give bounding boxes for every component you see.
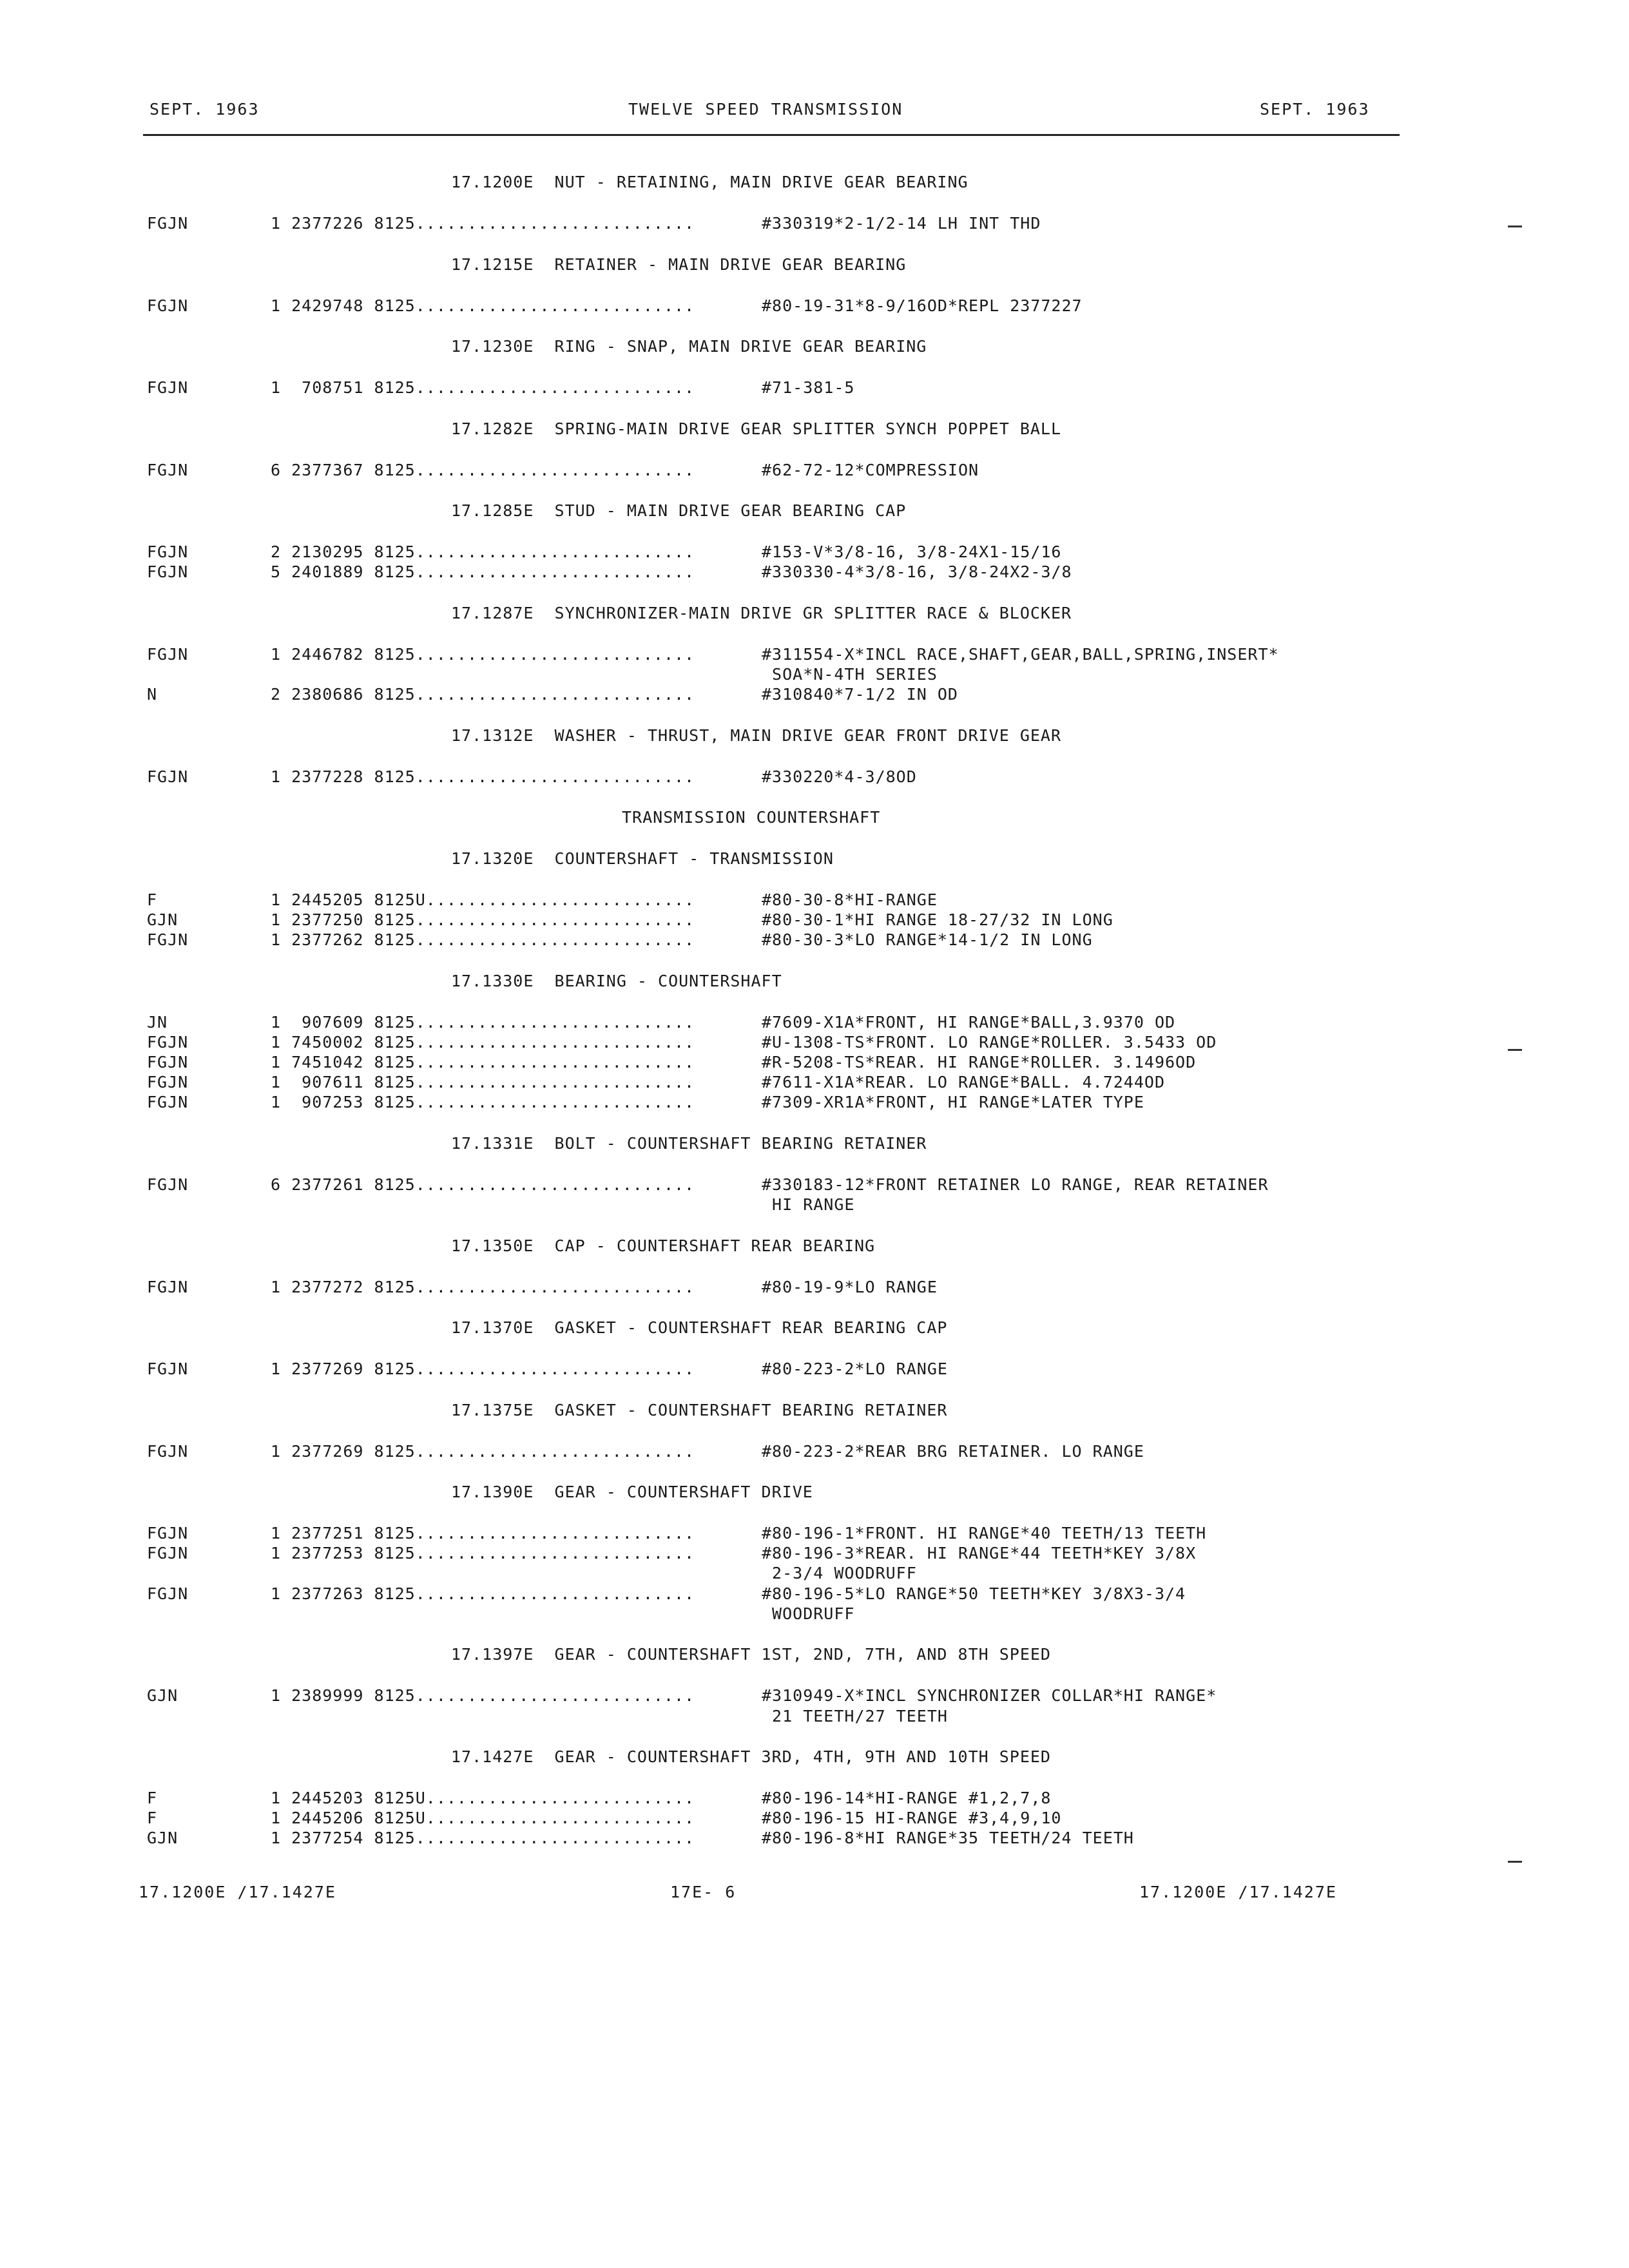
- section-title: 17.1215E RETAINER - MAIN DRIVE GEAR BEARING: [451, 255, 907, 274]
- model-code: FGJN: [147, 1278, 189, 1296]
- part-number: 1 2445206 8125U..........................: [271, 1809, 695, 1827]
- model-code: F: [147, 890, 158, 909]
- model-code: N: [147, 685, 158, 704]
- header-title: TWELVE SPEED TRANSMISSION: [628, 100, 903, 119]
- part-number: 1 2389999 8125...........................: [271, 1686, 695, 1705]
- part-description: #71-381-5: [762, 378, 855, 397]
- section-title: 17.1285E STUD - MAIN DRIVE GEAR BEARING CAP: [451, 501, 907, 520]
- part-description: #80-196-15 HI-RANGE #3,4,9,10: [762, 1809, 1062, 1827]
- model-code: F: [147, 1809, 158, 1827]
- model-code: FGJN: [147, 645, 189, 664]
- section-title: 17.1287E SYNCHRONIZER-MAIN DRIVE GR SPLITTER RACE & BLOCKER: [451, 604, 1072, 622]
- header-date-left: SEPT. 1963: [149, 100, 260, 119]
- model-code: FGJN: [147, 930, 189, 949]
- margin-mark: [1508, 1861, 1522, 1863]
- part-number: 6 2377367 8125...........................: [271, 461, 695, 479]
- section-title: 17.1330E BEARING - COUNTERSHAFT: [451, 972, 782, 990]
- model-code: FGJN: [147, 767, 189, 786]
- part-description: #310840*7-1/2 IN OD: [762, 685, 958, 704]
- part-description: #7309-XR1A*FRONT, HI RANGE*LATER TYPE: [762, 1093, 1144, 1111]
- part-description: #310949-X*INCL SYNCHRONIZER COLLAR*HI RANGE*: [762, 1686, 1217, 1705]
- part-description: #80-19-31*8-9/16OD*REPL 2377227: [762, 296, 1083, 315]
- part-description: #80-196-1*FRONT. HI RANGE*40 TEETH/13 TEETH: [762, 1524, 1207, 1542]
- model-code: FGJN: [147, 1360, 189, 1378]
- part-description: #330319*2-1/2-14 LH INT THD: [762, 214, 1041, 233]
- part-description: #80-30-1*HI RANGE 18-27/32 IN LONG: [762, 910, 1113, 929]
- model-code: FGJN: [147, 543, 189, 561]
- section-title: 17.1320E COUNTERSHAFT - TRANSMISSION: [451, 849, 834, 868]
- margin-mark: [1508, 226, 1522, 227]
- part-number: 1 907609 8125...........................: [271, 1013, 695, 1032]
- part-number: 2 2130295 8125...........................: [271, 543, 695, 561]
- part-number: 1 7451042 8125...........................: [271, 1053, 695, 1072]
- footer-range-right: 17.1200E /17.1427E: [1139, 1883, 1337, 1901]
- part-number: 1 2377272 8125...........................: [271, 1278, 695, 1296]
- part-number: 1 907253 8125...........................: [271, 1093, 695, 1111]
- model-code: FGJN: [147, 1544, 189, 1562]
- model-code: FGJN: [147, 378, 189, 397]
- model-code: JN: [147, 1013, 168, 1032]
- model-code: FGJN: [147, 1093, 189, 1111]
- part-description: #80-196-3*REAR. HI RANGE*44 TEETH*KEY 3/8X: [762, 1544, 1197, 1562]
- part-number: 1 2429748 8125...........................: [271, 296, 695, 315]
- subsection-heading: TRANSMISSION COUNTERSHAFT: [622, 808, 881, 827]
- part-description: 2-3/4 WOODRUFF: [762, 1564, 917, 1582]
- part-number: 1 2377250 8125...........................: [271, 910, 695, 929]
- part-description: #330183-12*FRONT RETAINER LO RANGE, REAR RETAINER: [762, 1175, 1269, 1194]
- part-number: 1 2377269 8125...........................: [271, 1442, 695, 1461]
- part-number: 5 2401889 8125...........................: [271, 562, 695, 581]
- part-description: #153-V*3/8-16, 3/8-24X1-15/16: [762, 543, 1062, 561]
- part-description: #R-5208-TS*REAR. HI RANGE*ROLLER. 3.1496OD: [762, 1053, 1197, 1072]
- model-code: GJN: [147, 1829, 178, 1847]
- footer-range-left: 17.1200E /17.1427E: [139, 1883, 336, 1901]
- section-title: 17.1200E NUT - RETAINING, MAIN DRIVE GEAR BEARING: [451, 173, 969, 191]
- part-description: #U-1308-TS*FRONT. LO RANGE*ROLLER. 3.5433 OD: [762, 1033, 1217, 1052]
- section-title: 17.1282E SPRING-MAIN DRIVE GEAR SPLITTER SYNCH POPPET BALL: [451, 419, 1062, 438]
- part-description: HI RANGE: [762, 1195, 855, 1214]
- part-number: 2 2380686 8125...........................: [271, 685, 695, 704]
- model-code: F: [147, 1789, 158, 1807]
- section-title: 17.1230E RING - SNAP, MAIN DRIVE GEAR BEARING: [451, 337, 927, 356]
- model-code: GJN: [147, 1686, 178, 1705]
- part-description: #80-223-2*LO RANGE: [762, 1360, 948, 1378]
- model-code: FGJN: [147, 1584, 189, 1603]
- part-description: #7609-X1A*FRONT, HI RANGE*BALL,3.9370 OD: [762, 1013, 1176, 1032]
- part-description: #330220*4-3/8OD: [762, 767, 917, 786]
- model-code: FGJN: [147, 1442, 189, 1461]
- part-description: #80-30-3*LO RANGE*14-1/2 IN LONG: [762, 930, 1093, 949]
- header-date-right: SEPT. 1963: [1260, 100, 1370, 119]
- model-code: FGJN: [147, 1524, 189, 1542]
- model-code: GJN: [147, 910, 178, 929]
- part-number: 1 2446782 8125...........................: [271, 645, 695, 664]
- part-description: #80-223-2*REAR BRG RETAINER. LO RANGE: [762, 1442, 1144, 1461]
- model-code: FGJN: [147, 1175, 189, 1194]
- model-code: FGJN: [147, 461, 189, 479]
- section-title: 17.1375E GASKET - COUNTERSHAFT BEARING RETAINER: [451, 1401, 948, 1419]
- part-number: 1 2377251 8125...........................: [271, 1524, 695, 1542]
- section-title: 17.1331E BOLT - COUNTERSHAFT BEARING RETAINER: [451, 1134, 927, 1153]
- section-title: 17.1397E GEAR - COUNTERSHAFT 1ST, 2ND, 7TH, AND 8TH SPEED: [451, 1645, 1051, 1664]
- part-description: #80-30-8*HI-RANGE: [762, 890, 938, 909]
- section-title: 17.1427E GEAR - COUNTERSHAFT 3RD, 4TH, 9TH AND 10TH SPEED: [451, 1747, 1051, 1766]
- part-number: 1 7450002 8125...........................: [271, 1033, 695, 1052]
- part-description: 21 TEETH/27 TEETH: [762, 1707, 948, 1725]
- part-description: WOODRUFF: [762, 1604, 855, 1623]
- part-description: #80-196-14*HI-RANGE #1,2,7,8: [762, 1789, 1052, 1807]
- part-number: 6 2377261 8125...........................: [271, 1175, 695, 1194]
- model-code: FGJN: [147, 214, 189, 233]
- section-title: 17.1370E GASKET - COUNTERSHAFT REAR BEARING CAP: [451, 1318, 948, 1337]
- model-code: FGJN: [147, 1053, 189, 1072]
- part-description: #311554-X*INCL RACE,SHAFT,GEAR,BALL,SPRING,INSERT*: [762, 645, 1279, 664]
- footer-page-number: 17E- 6: [670, 1883, 737, 1901]
- part-description: #80-196-5*LO RANGE*50 TEETH*KEY 3/8X3-3/4: [762, 1584, 1186, 1603]
- model-code: FGJN: [147, 296, 189, 315]
- part-number: 1 907611 8125...........................: [271, 1073, 695, 1091]
- part-description: SOA*N-4TH SERIES: [762, 665, 938, 684]
- part-number: 1 2377263 8125...........................: [271, 1584, 695, 1603]
- part-number: 1 2377269 8125...........................: [271, 1360, 695, 1378]
- part-description: #7611-X1A*REAR. LO RANGE*BALL. 4.7244OD: [762, 1073, 1165, 1091]
- section-title: 17.1390E GEAR - COUNTERSHAFT DRIVE: [451, 1483, 813, 1501]
- margin-mark: [1508, 1049, 1522, 1051]
- part-description: #62-72-12*COMPRESSION: [762, 461, 979, 479]
- part-description: #80-196-8*HI RANGE*35 TEETH/24 TEETH: [762, 1829, 1134, 1847]
- part-number: 1 2377262 8125...........................: [271, 930, 695, 949]
- section-title: 17.1312E WASHER - THRUST, MAIN DRIVE GEAR FRONT DRIVE GEAR: [451, 726, 1062, 745]
- part-number: 1 2377254 8125...........................: [271, 1829, 695, 1847]
- part-number: 1 708751 8125...........................: [271, 378, 695, 397]
- section-title: 17.1350E CAP - COUNTERSHAFT REAR BEARING: [451, 1236, 876, 1255]
- model-code: FGJN: [147, 562, 189, 581]
- header-rule: [143, 134, 1400, 136]
- part-description: #330330-4*3/8-16, 3/8-24X2-3/8: [762, 562, 1072, 581]
- part-description: #80-19-9*LO RANGE: [762, 1278, 938, 1296]
- part-number: 1 2377228 8125...........................: [271, 767, 695, 786]
- part-number: 1 2377226 8125...........................: [271, 214, 695, 233]
- part-number: 1 2445203 8125U..........................: [271, 1789, 695, 1807]
- part-number: 1 2445205 8125U..........................: [271, 890, 695, 909]
- model-code: FGJN: [147, 1033, 189, 1052]
- part-number: 1 2377253 8125...........................: [271, 1544, 695, 1562]
- model-code: FGJN: [147, 1073, 189, 1091]
